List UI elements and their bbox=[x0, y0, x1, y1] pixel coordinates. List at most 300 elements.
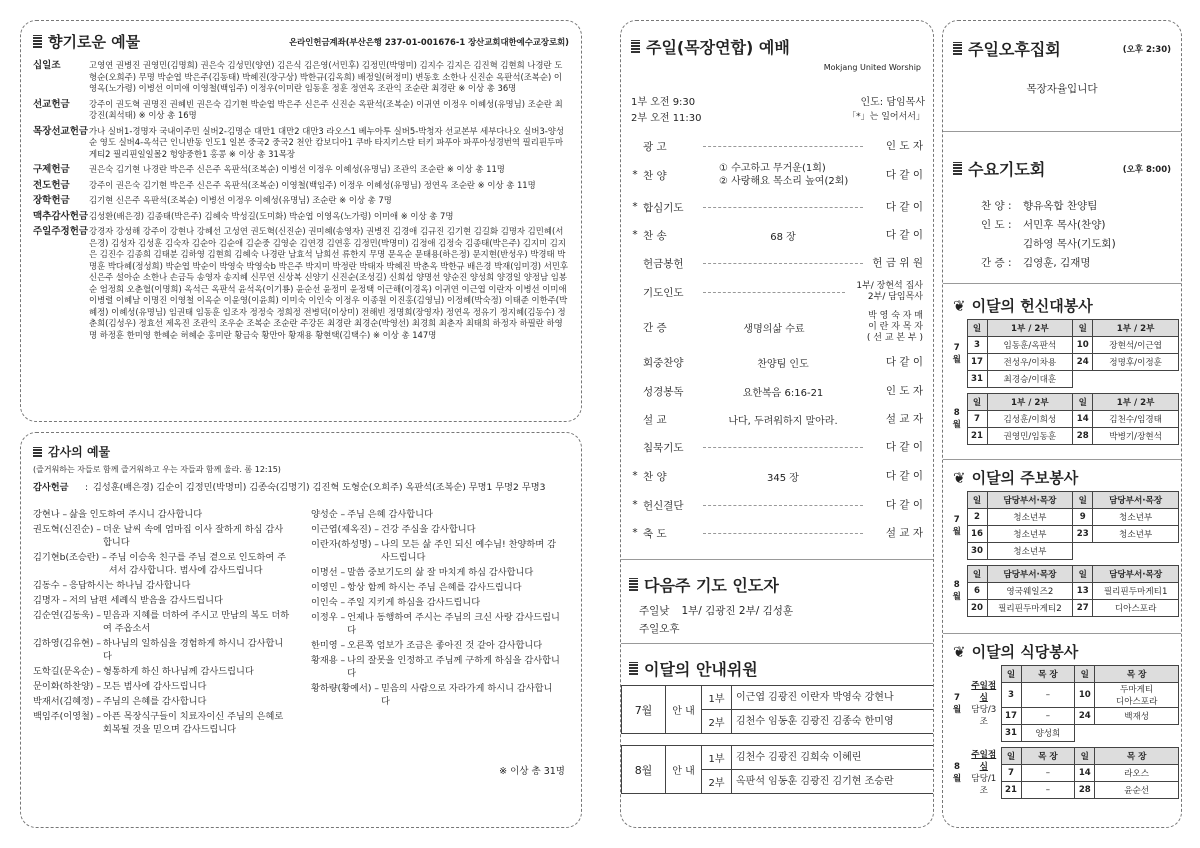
usher-month: 7월 bbox=[622, 686, 666, 734]
column-header: 일 bbox=[967, 320, 987, 337]
usher-names: 김천수 임동훈 김광진 김종숙 한미영 bbox=[732, 710, 935, 734]
thanks-list: 김성훈(배은경) 김순이 김정민(박명미) 김종숙(김명기) 김진혁 도형순(오희주) 옥판석(조복순) 무명1 무명2 무명3 bbox=[93, 482, 546, 493]
order-title: 합심기도 bbox=[643, 201, 684, 214]
order-title: 간 증 bbox=[643, 321, 667, 334]
wednesday-line bbox=[981, 197, 1116, 216]
usher-part: 1부 bbox=[702, 686, 732, 710]
thanks-message: 삶을 인도하여 주시니 감사합니다 bbox=[69, 509, 203, 520]
day-cell: 7 bbox=[967, 411, 987, 428]
thanks-item bbox=[311, 581, 561, 594]
offering-names: 고영연 권병진 권영민(김명희) 권은숙 김성민(양연) 김은식 김은영(서민후) 김정민(박명미) 김지수 김지은 김진혁 김현희 나경란 도형순(오희주) 무명 박순엽 박은주(김동태) 박혜진(장구상) 박한규(김옥희) 배정일(허정미) 변동호 소한나 신진순 옥판석(조복순) 이영옥(노가령) 이병선 이미애 이영철(백임주) 이정우(이미란 임동훈 정훈 정연옥 조관익 조순란 최경란 ※ 이상 총 36명 bbox=[89, 60, 563, 93]
day-cell: 14 bbox=[1075, 765, 1095, 782]
thanks-item bbox=[33, 609, 291, 635]
table-row bbox=[947, 337, 1179, 354]
day-cell: 10 bbox=[1075, 683, 1095, 708]
day-cell: 31 bbox=[1001, 725, 1021, 742]
order-detail: ① 수고하고 무거운(1회) ② 사랑해요 목소리 높여(2회) bbox=[719, 163, 849, 187]
dotted-leader bbox=[703, 207, 863, 208]
order-leader: 박 영 숙 자 매 이 란 자 목 자 ( 선 교 본 부 ) bbox=[866, 310, 923, 343]
square-bullet-icon bbox=[629, 578, 638, 591]
order-detail: 나다, 두려워하지 말아라. bbox=[728, 415, 838, 427]
thanks-person: 박재서(김혜정) – bbox=[33, 696, 101, 707]
column-header: 일 bbox=[1073, 566, 1093, 583]
order-item bbox=[627, 491, 929, 519]
usher-part: 2부 bbox=[702, 710, 732, 734]
meal-label-cell bbox=[967, 748, 1001, 799]
order-leader: 다 같 이 bbox=[885, 228, 923, 241]
day-cell bbox=[1073, 371, 1093, 388]
table-row bbox=[947, 411, 1179, 428]
column-header: 일 bbox=[1073, 320, 1093, 337]
service-time-2: 2부 오전 11:30 bbox=[631, 113, 702, 124]
order-item bbox=[627, 249, 929, 277]
day-cell: 31 bbox=[967, 371, 987, 388]
table-header-row bbox=[947, 666, 1179, 683]
offerings-panel bbox=[20, 20, 582, 422]
column-header: 1부 / 2부 bbox=[987, 320, 1073, 337]
offering-names: 강경자 강성해 강주이 강현나 강혜선 고성연 권도혁(신진순) 권미혜(송영자) 권병진 김경애 김규진 김기현 김길화 김명자 김민혜(서은경) 김성자 김성훈 김숙자 김순아 김순애 김순중 김영순 김연경 김연홍 김정민(박명미) 김정애 김정숙 김종태(박은주) 김지미 김지은 김진수 김종희 김태분 김하영 김현희 김혜숙 나경란 남효석 남희선 류한지 무명 문옥순 문태용(하은정) 문지현(반성우) 박경태 박명훈 박다혜(정성희) 박순엽 박순이 박영숙 박영숙b 박은주 박지미 박정란 박태자 박혜진 박춘옥 박한규 배은경 박재(임미경) 서민후 신은주 설아순 소한나 손금득 송영자 송지혜 신무연 신상복 신양기 신진순(조성길) 신희섭 양명선 양순진 양성희 양경일 양정남 임봉순 엄정희 오춘혈(이명희) 옥석근 옥판석 윤석옥(이기룡) 윤순선 윤정미 윤정택 이근해(이경옥) 이귀연 이근엽 이란자 이병선 이미애 이병렬 이혜남 이명진 이영철 이옥순 이윤영(이윤희) 이미숙 이인숙 이정우 이종원 이진홍(김영님) 이정혜(박숙정) 이태준 이한주(박혜정) 이혜성(유명님) 임권태 임동훈 임조자 정정숙 정희정 전병덕(이상미) 전해빈 정명희(장영자) 정연옥 정유기 정지혜(김동수) 정춘희(김성우) 정효선 제옥진 조관익 조우순 조복순 조순란 주강돈 최경란 최경순(박영선) 최경희 최춘자 최태희 하정자 하필란 하영명 하정훈 한미영 한혜순 허혜순 홍미란 황금숙 황만아 황재용 황현택(김택수) ※ 이상 총 147명 bbox=[89, 226, 569, 340]
assignee-cell: 임동훈/옥판석 bbox=[987, 337, 1073, 354]
column-header: 일 bbox=[967, 492, 987, 509]
kitchen-title: 이달의 식당봉사 bbox=[971, 643, 1079, 661]
month-cell: 8 월 bbox=[952, 762, 962, 784]
thanks-message: 더운 날씨 속에 엄마집 이사 잘하게 하심 감사합니다 bbox=[102, 524, 284, 548]
column-header: 일 bbox=[1001, 748, 1021, 765]
day-cell: 30 bbox=[967, 543, 987, 560]
order-item bbox=[627, 433, 929, 461]
offerings-title: 향기로운 예물 bbox=[48, 33, 141, 51]
afternoon-text: 목장자율입니다 bbox=[1026, 83, 1098, 95]
table-header-row bbox=[947, 320, 1179, 337]
order-title: 회중찬양 bbox=[643, 356, 684, 369]
square-bullet-icon bbox=[631, 40, 640, 53]
order-item bbox=[627, 157, 929, 193]
assignee-cell bbox=[1093, 543, 1179, 560]
thanks-verse: (즐거워하는 자들로 함께 즐거워하고 우는 자들과 함께 울라. 롬 12:15) bbox=[33, 465, 281, 474]
standing-mark: * bbox=[632, 201, 638, 213]
next-prayer-title: 다음주 기도 인도자 bbox=[644, 576, 779, 595]
column-header: 목 장 bbox=[1021, 748, 1075, 765]
day-cell: 23 bbox=[1073, 526, 1093, 543]
spacer-row bbox=[622, 734, 935, 746]
table-header-row bbox=[947, 748, 1179, 765]
order-leader: 다 같 이 bbox=[885, 200, 923, 213]
thanks-person: 한미영 – bbox=[311, 640, 346, 651]
assignee-cell: – bbox=[1021, 782, 1075, 799]
thanks-message: 나의 잘못을 인정하고 주님께 구하게 하심을 감사합니다 bbox=[347, 655, 560, 679]
assignee-cell: 백재성 bbox=[1095, 708, 1179, 725]
day-cell: 10 bbox=[1073, 337, 1093, 354]
thanks-item bbox=[33, 508, 291, 521]
column-header: 일 bbox=[1073, 492, 1093, 509]
thanks-person: 문이화(하찬양) – bbox=[33, 681, 101, 692]
bulletin-table bbox=[947, 491, 1179, 617]
thanks-message: 말씀 중보기도의 삶 잘 마치게 하심 감사합니다 bbox=[347, 567, 534, 578]
day-cell: 6 bbox=[967, 583, 987, 600]
usher-month: 8월 bbox=[622, 746, 666, 794]
dotted-leader bbox=[703, 263, 863, 264]
order-leader: 다 같 이 bbox=[885, 498, 923, 511]
offering-item bbox=[33, 60, 569, 95]
thanks-message: 아픈 목장식구들이 치료자이신 주님의 은혜로 회복될 것을 믿으며 감사드립니다 bbox=[102, 711, 284, 735]
usher-names: 옥판석 임동훈 김광진 김기현 조승란 bbox=[732, 770, 935, 794]
day-cell: 7 bbox=[1001, 765, 1021, 782]
order-of-worship bbox=[627, 131, 929, 551]
day-cell: 17 bbox=[967, 354, 987, 371]
offering-item bbox=[33, 211, 569, 223]
assignee-cell: 김성훈/이희성 bbox=[987, 411, 1073, 428]
order-item bbox=[627, 347, 929, 377]
offering-names: 가나 실버1-경명자 국내이주민 실버2-김명순 대만1 대만2 대만3 라오스1 베누아투 실버5-박청자 선교본부 세부다나오 실버3-양성순 영도 실버4-옥석근 인니반동 인도1 일본 중국2 중국2 천안 캄보디아1 쿠바 타지키스탄 터키 파푸아 파푸아성경번역 필리핀두마게티2 필리핀일일몰2 헝양중한1 홍콩 ※ 이상 총 31목장 bbox=[89, 125, 564, 159]
thanks-item bbox=[33, 665, 291, 678]
order-leader: 헌 금 위 원 bbox=[872, 256, 923, 269]
order-leader: 인 도 자 bbox=[885, 384, 923, 397]
thanks-item bbox=[311, 523, 561, 536]
offering-label: 선교헌금 bbox=[33, 98, 70, 110]
usher-role: 안 내 bbox=[666, 746, 702, 794]
table-row bbox=[947, 543, 1179, 560]
dotted-leader bbox=[703, 292, 845, 293]
offering-names: 강주이 권은숙 김기현 박은주 신은주 옥판석(조복순) 이영철(백임주) 이정우 이혜성(유명님) 정연옥 조순란 ※ 이상 총 11명 bbox=[89, 179, 536, 190]
thanks-message: 오른쪽 엄보가 조금은 좋아진 것 같아 감사합니다 bbox=[347, 640, 543, 651]
order-item bbox=[627, 307, 929, 347]
thanks-item bbox=[33, 710, 291, 736]
offering-names: 김기현 신은주 옥판석(조복순) 이병선 이정우 이혜성(유명님) 조순란 ※ 이상 총 7명 bbox=[89, 195, 392, 205]
wednesday-line bbox=[981, 235, 1116, 254]
day-cell bbox=[1073, 543, 1093, 560]
thanks-person: 김동수 – bbox=[33, 580, 68, 591]
table-row bbox=[947, 509, 1179, 526]
table-row bbox=[947, 428, 1179, 445]
meal-team: 담당/3조 bbox=[971, 704, 997, 727]
worship-panel bbox=[620, 20, 934, 828]
order-item bbox=[627, 461, 929, 491]
assignee-cell: 청소년부 bbox=[987, 543, 1073, 560]
devotion-title: 이달의 헌신대봉사 bbox=[971, 297, 1093, 315]
wednesday-line bbox=[981, 254, 1116, 273]
thanks-person: 김명자 – bbox=[33, 595, 68, 606]
thanks-message: 응답하시는 하나님 감사합니다 bbox=[69, 580, 191, 591]
order-item bbox=[627, 277, 929, 307]
day-cell: 3 bbox=[967, 337, 987, 354]
offering-label: 십일조 bbox=[33, 60, 61, 71]
standing-mark: * bbox=[632, 470, 638, 482]
wednesday-lines bbox=[981, 197, 1116, 273]
square-bullet-icon bbox=[953, 162, 962, 175]
offering-item bbox=[33, 126, 569, 161]
order-item bbox=[627, 519, 929, 547]
order-title: 헌금봉헌 bbox=[643, 257, 684, 270]
thanks-message: 항상 함께 하시는 주님 은혜를 감사드립니다 bbox=[347, 582, 522, 593]
column-header: 일 bbox=[1075, 748, 1095, 765]
month-cell: 8 월 bbox=[952, 580, 961, 602]
devotion-table bbox=[947, 319, 1179, 445]
wednesday-person: 향유옥합 찬양팀 bbox=[1023, 200, 1098, 212]
thanks-item bbox=[33, 579, 291, 592]
order-detail: 찬양팀 인도 bbox=[757, 358, 809, 370]
thanks-person: 이명선 – bbox=[311, 567, 346, 578]
day-cell: 14 bbox=[1073, 411, 1093, 428]
offering-item bbox=[33, 195, 569, 207]
afternoon-time: (오후 2:30) bbox=[1122, 45, 1171, 55]
assignee-cell: 청소년부 bbox=[987, 526, 1073, 543]
next-prayer-afternoon-label: 주일오후 bbox=[639, 623, 680, 635]
thanks-message: 주님의 은혜를 감사합니다 bbox=[102, 696, 207, 707]
day-cell: 27 bbox=[1073, 600, 1093, 617]
day-cell: 9 bbox=[1073, 509, 1093, 526]
order-title: 광 고 bbox=[643, 140, 667, 153]
wednesday-role: 간 증 : bbox=[981, 257, 1012, 269]
spacer bbox=[622, 734, 935, 746]
day-cell: 17 bbox=[1001, 708, 1021, 725]
day-cell bbox=[1075, 725, 1095, 742]
kitchen-table bbox=[947, 665, 1179, 799]
usher-role: 안 내 bbox=[666, 686, 702, 734]
thanks-item bbox=[311, 611, 561, 637]
day-cell: 28 bbox=[1073, 428, 1093, 445]
order-detail: 생명의삶 수료 bbox=[743, 323, 805, 335]
table-row bbox=[947, 583, 1179, 600]
assignee-cell: 라오스 bbox=[1095, 765, 1179, 782]
order-leader: 다 같 이 bbox=[885, 355, 923, 368]
thanks-person: 이영민 – bbox=[311, 582, 346, 593]
thanks-message: 언제나 동행하여 주시는 주님의 크신 사랑 감사드립니다 bbox=[347, 612, 560, 636]
assignee-cell: 청소년부 bbox=[987, 509, 1073, 526]
column-header: 목 장 bbox=[1021, 666, 1075, 683]
wednesday-person: 서민후 목사(찬양) bbox=[1023, 219, 1106, 231]
offering-label: 목장선교헌금 bbox=[33, 125, 89, 137]
table-row bbox=[947, 526, 1179, 543]
order-title: 기도인도 bbox=[643, 286, 684, 299]
column-header: 일 bbox=[967, 394, 987, 411]
order-leader: 1부/ 장현석 집사 2부/ 담임목사 bbox=[856, 281, 923, 302]
order-item bbox=[627, 193, 929, 221]
thanks-item bbox=[33, 523, 291, 549]
thanks-item bbox=[311, 596, 561, 609]
month-cell: 8 월 bbox=[952, 408, 961, 430]
leaf-icon: ❦ bbox=[953, 296, 966, 315]
month-cell: 7 월 bbox=[952, 692, 962, 715]
thanks-person: 강현나 – bbox=[33, 509, 68, 520]
assignee-cell: 윤순선 bbox=[1095, 782, 1179, 799]
thanks-message: 형통하게 하신 하나님께 감사드립니다 bbox=[102, 666, 254, 677]
offering-names: 권은숙 김기현 나경란 박은주 신은주 옥판석(조복순) 이병선 이정우 이혜성(유명님) 조관익 조순란 ※ 이상 총 11명 bbox=[89, 164, 505, 174]
offering-item bbox=[33, 226, 569, 341]
assignee-cell: 전성우/이차용 bbox=[987, 354, 1073, 371]
usher-names: 이근엽 김광진 이란자 박영숙 강현나 bbox=[732, 686, 935, 710]
assignee-cell: 필리핀두마게티2 bbox=[987, 600, 1073, 617]
wednesday-person: 김하영 목사(기도회) bbox=[1023, 238, 1116, 250]
next-prayer-day-text: 1부/ 김광진 2부/ 김성훈 bbox=[681, 605, 794, 617]
thanks-message: 주일 지키게 하심을 감사드립니다 bbox=[347, 597, 481, 608]
wednesday-role: 찬 양 : bbox=[981, 200, 1012, 212]
assignee-cell: – bbox=[1021, 683, 1075, 708]
order-item bbox=[627, 135, 929, 157]
wednesday-title: 수요기도회 bbox=[968, 160, 1046, 179]
thanks-person: 황하량(황예서) – bbox=[311, 683, 379, 694]
dotted-leader bbox=[703, 533, 863, 534]
thanks-total: ※ 이상 총 31명 bbox=[499, 766, 565, 777]
thanks-item bbox=[33, 594, 291, 607]
assignee-cell: 양성희 bbox=[1021, 725, 1075, 742]
day-cell: 28 bbox=[1075, 782, 1095, 799]
order-title: 설 교 bbox=[643, 413, 667, 426]
column-header: 담당부서·목장 bbox=[1093, 492, 1179, 509]
leaf-icon: ❦ bbox=[953, 468, 966, 487]
assignee-cell: – bbox=[1021, 765, 1075, 782]
order-leader: 다 같 이 bbox=[885, 440, 923, 453]
thanks-person: 이인숙 – bbox=[311, 597, 346, 608]
usher-row bbox=[622, 746, 935, 770]
assignee-cell: 권영민/임동훈 bbox=[987, 428, 1073, 445]
worship-title: 주일(목장연합) 예배 bbox=[646, 38, 790, 57]
order-detail: 68 장 bbox=[770, 231, 796, 243]
thanks-panel: 감사의 예물 (즐거워하는 자들로 함께 즐거워하고 우는 자들과 함께 울라. 롬 12:15) 감사헌금 : 김성훈(배은경) 김순이 김정민(박명미) 김종숙(김명기) 김진혁 도형순(오희주) 옥판석(조복순) 무명1 무명2 무명3 강현나 – 삶을 인도하여 주시니 감사합니다 권도혁(신진순) – 더운 날씨 속에 엄마집 이사 잘하게 하심 감사합니다 김기현b(조승란) – 주님 이승욱 친구를 주님 곁으로 인도하여 주셔서 감사합니다. 범사에 감사드립니다 김동수 – 응답하시는 하나님 감사합니다 김명자 – 저의 남편 세례식 받음을 감사드립니다 김순연(김동욱) – 믿음과 지혜를 더하여 주시고 만남의 복도 더하여 주옵소서 김하영(김유현) – 하나님의 일하심을 경험하게 하시니 감사합니다 도학길(문옥순) – 형통하게 하신 하나님께 감사드립니다 문이화(하찬양) – 모든 범사에 감사드립니다 박재서(김혜정) – 주님의 은혜를 감사합니다 백임주(이영철) – 아픈 목장식구들이 치료자이신 주님의 은혜로 회복될 것을 믿으며 감사드립니다 양성순 – 주님 은혜 감사합니다 이근엽(제옥진) – 건강 주심을 감사합니다 이란자(하성명) – 나의 모든 삶 주인 되신 예수님! 찬양하며 감사드립니다 이명선 – 말씀 중보기도의 삶 잘 마치게 하심 감사합니다 이영민 – 항상 함께 하시는 주님 은혜를 감사드립니다 이인숙 – 주일 지키게 하심을 감사드립니다 이정우 – 언제나 동행하여 주시는 주님의 크신 사랑 감사드립니다 한미영 – 오른쪽 엄보가 조금은 좋아진 것 같아 감사합니다 황재용 – 나의 잘못을 인정하고 주님께 구하게 하심을 감사합니다 황하량(황예서) – 믿음의 사람으로 자라가게 하시니 감사합니다 ※ 이상 총 31명 bbox=[20, 432, 582, 828]
column-header: 담당부서·목장 bbox=[987, 566, 1073, 583]
offering-item bbox=[33, 99, 569, 122]
thanks-left-column bbox=[33, 508, 291, 738]
service-leader: 인도: 담임목사 bbox=[860, 97, 925, 108]
assignee-cell: 청소년부 bbox=[1093, 509, 1179, 526]
thanks-item bbox=[33, 695, 291, 708]
assignee-cell: 두마게티 디아스포라 bbox=[1095, 683, 1179, 708]
day-cell: 21 bbox=[1001, 782, 1021, 799]
square-bullet-icon bbox=[33, 447, 42, 457]
order-title: 침묵기도 bbox=[643, 441, 684, 454]
next-prayer-day-label: 주일낮 bbox=[639, 605, 670, 617]
column-header: 일 bbox=[1073, 394, 1093, 411]
wednesday-time: (오후 8:00) bbox=[1122, 165, 1171, 175]
standing-mark: * bbox=[632, 229, 638, 241]
thanks-message: 믿음과 지혜를 더하여 주시고 만남의 복도 더하여 주옵소서 bbox=[102, 610, 290, 634]
order-title: 헌신결단 bbox=[643, 499, 684, 512]
order-title: 찬 송 bbox=[643, 229, 667, 242]
column-header: 담당부서·목장 bbox=[987, 492, 1073, 509]
assignee-cell bbox=[1093, 371, 1179, 388]
dotted-leader bbox=[703, 146, 863, 147]
order-title: 찬 양 bbox=[643, 169, 667, 182]
meal-label-cell bbox=[967, 666, 1001, 742]
order-leader: 다 같 이 bbox=[885, 168, 923, 181]
offering-label: 맥추감사헌금 bbox=[33, 210, 89, 222]
meal-label: 주일점심 bbox=[971, 680, 997, 703]
thanks-person: 이정우 – bbox=[311, 612, 346, 623]
offering-label: 전도헌금 bbox=[33, 179, 70, 191]
standing-note: 「*」는 일어서서」 bbox=[847, 112, 925, 122]
thanks-person: 이근엽(제옥진) – bbox=[311, 524, 379, 535]
offering-label: 주일주정헌금 bbox=[33, 226, 89, 237]
order-leader: 설 교 자 bbox=[885, 526, 923, 539]
day-cell: 24 bbox=[1073, 354, 1093, 371]
leaf-icon: ❦ bbox=[953, 642, 966, 661]
schedule-panel bbox=[942, 20, 1182, 828]
day-cell: 13 bbox=[1073, 583, 1093, 600]
square-bullet-icon bbox=[953, 42, 962, 55]
bulletin-title: 이달의 주보봉사 bbox=[971, 469, 1079, 487]
thanks-person: 이란자(하성명) – bbox=[311, 539, 379, 550]
month-cell: 7 월 bbox=[952, 514, 961, 537]
assignee-cell bbox=[1095, 725, 1179, 742]
usher-part: 2부 bbox=[702, 770, 732, 794]
assignee-cell: 김천수/임경태 bbox=[1093, 411, 1179, 428]
assignee-cell: – bbox=[1021, 708, 1075, 725]
standing-mark: * bbox=[632, 527, 638, 539]
thanks-item bbox=[33, 637, 291, 663]
offering-item bbox=[33, 180, 569, 192]
month-cell: 7 월 bbox=[952, 342, 961, 365]
column-header: 목 장 bbox=[1095, 666, 1179, 683]
column-header: 1부 / 2부 bbox=[1093, 320, 1179, 337]
day-cell: 24 bbox=[1075, 708, 1095, 725]
ushers-table bbox=[621, 685, 934, 794]
usher-row bbox=[622, 686, 935, 710]
meal-label: 주일점심 bbox=[971, 750, 997, 772]
order-leader: 다 같 이 bbox=[885, 469, 923, 482]
thanks-message: 주님 이승욱 친구를 주님 곁으로 인도하여 주셔서 감사합니다. 범사에 감사드립니다 bbox=[108, 552, 287, 576]
thanks-person: 김순연(김동욱) – bbox=[33, 610, 101, 621]
order-title: 찬 양 bbox=[643, 470, 667, 483]
table-row bbox=[947, 354, 1179, 371]
table-header-row bbox=[947, 566, 1179, 583]
offering-label: 구제헌금 bbox=[33, 164, 70, 175]
thanks-person: 황재용 – bbox=[311, 655, 346, 666]
offering-item bbox=[33, 164, 569, 176]
thanks-item bbox=[311, 654, 561, 680]
thanks-person: 양성순 – bbox=[311, 509, 346, 520]
thanks-person: 김하영(김유현) – bbox=[33, 638, 101, 649]
order-item bbox=[627, 405, 929, 433]
thanks-message: 모든 범사에 감사드립니다 bbox=[102, 681, 207, 692]
order-leader: 설 교 자 bbox=[885, 412, 923, 425]
column-header: 담당부서·목장 bbox=[1093, 566, 1179, 583]
assignee-cell: 청소년부 bbox=[1093, 526, 1179, 543]
worship-subtitle: Mokjang United Worship bbox=[823, 63, 921, 72]
column-header: 1부 / 2부 bbox=[987, 394, 1073, 411]
thanks-message: 주님 은혜 감사합니다 bbox=[347, 509, 433, 520]
thanks-title: 감사의 예물 bbox=[48, 445, 111, 459]
offering-names: 강주이 권도혁 권명진 권혜빈 권은숙 김기현 박순엽 박은주 신은주 신진순 옥판석(조복순) 이귀연 이정우 이혜성(유명님) 조순란 최강진(최석태) ※ 이상 총 16명 bbox=[89, 98, 563, 120]
assignee-cell: 필리핀두마게티1 bbox=[1093, 583, 1179, 600]
wednesday-role: 인 도 : bbox=[981, 219, 1012, 231]
offering-names: 김성환(배은경) 김종태(박은주) 김혜숙 박성길(도미화) 박순엽 이영옥(노가령) 이미애 ※ 이상 총 7명 bbox=[89, 210, 454, 221]
order-item bbox=[627, 221, 929, 249]
thanks-label: 감사헌금 bbox=[33, 482, 69, 493]
table-row bbox=[947, 600, 1179, 617]
order-item bbox=[627, 377, 929, 405]
standing-mark: * bbox=[632, 499, 638, 511]
thanks-item bbox=[311, 508, 561, 521]
order-title: 축 도 bbox=[643, 527, 667, 540]
thanks-message: 하나님의 일하심을 경험하게 하시니 감사합니다 bbox=[102, 638, 284, 662]
thanks-message: 건강 주심을 감사합니다 bbox=[380, 524, 476, 535]
square-bullet-icon bbox=[629, 662, 638, 675]
thanks-item bbox=[311, 682, 561, 708]
order-leader: 인 도 자 bbox=[885, 139, 923, 152]
thanks-item bbox=[311, 566, 561, 579]
afternoon-title: 주일오후집회 bbox=[968, 40, 1061, 59]
day-cell: 3 bbox=[1001, 683, 1021, 708]
table-header-row bbox=[947, 492, 1179, 509]
day-cell: 16 bbox=[967, 526, 987, 543]
usher-names: 김천수 김광진 김희숙 이혜린 bbox=[732, 746, 935, 770]
meal-team: 담당/1조 bbox=[971, 774, 997, 796]
table-row bbox=[947, 371, 1179, 388]
offering-label: 장학헌금 bbox=[33, 195, 70, 206]
thanks-right-column bbox=[311, 508, 561, 738]
assignee-cell: 영국웨일즈2 bbox=[987, 583, 1073, 600]
thanks-item bbox=[33, 551, 291, 577]
assignee-cell: 정명후/이정훈 bbox=[1093, 354, 1179, 371]
